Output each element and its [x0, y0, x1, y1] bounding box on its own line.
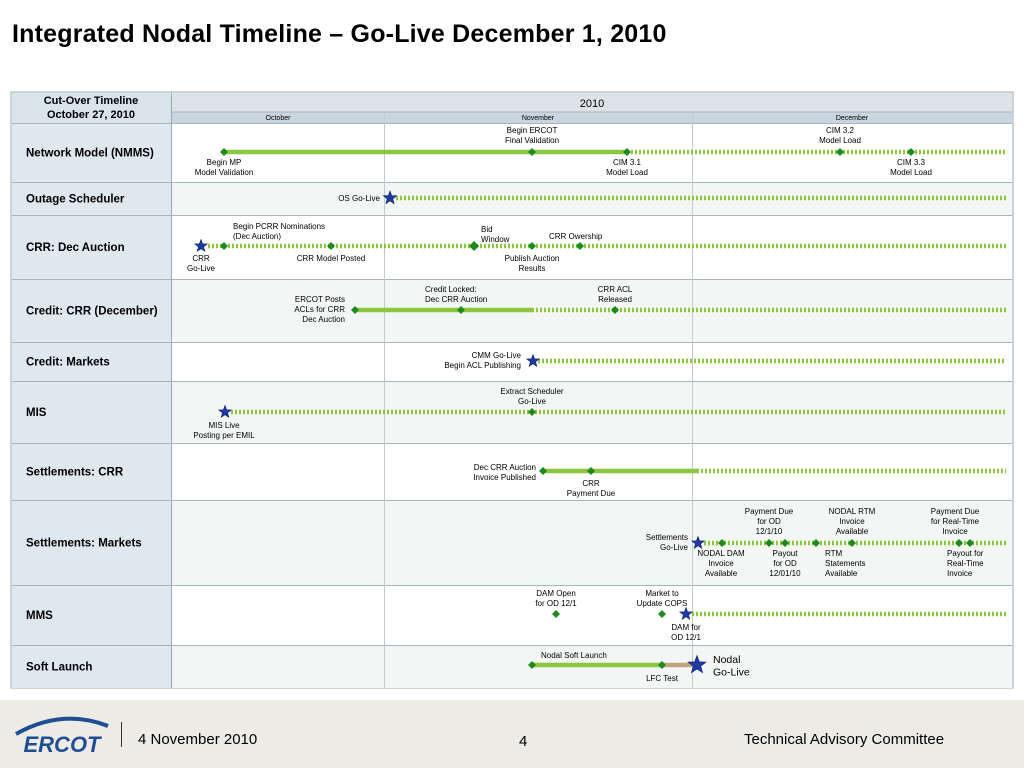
row-label: Outage Scheduler [26, 193, 125, 206]
nodal-dam-invoice-label: Available [704, 569, 738, 578]
extract-scheduler-label: Extract Scheduler [500, 387, 564, 396]
crr-golive-label: Go-Live [186, 264, 216, 273]
market-cops-label: Market to [645, 589, 679, 598]
rtm-statements-label: Available [825, 569, 858, 578]
crr-payment-due-label: Payment Due [566, 489, 616, 498]
page-title: Integrated Nodal Timeline – Go-Live December 1, 2010 [12, 20, 667, 48]
payment-due-rt-label: for Real-Time [930, 517, 980, 526]
header-left-line1: Cut-Over Timeline [43, 95, 139, 107]
header-month-cell [172, 112, 1012, 123]
cmm-golive-label: Begin ACL Publishing [444, 361, 521, 370]
row-label: Settlements: CRR [26, 466, 124, 479]
begin-mp-label: Begin MP [206, 158, 242, 167]
row-label: Credit: CRR (December) [26, 305, 158, 318]
ercot-posts-label: ERCOT Posts [294, 295, 345, 304]
month-october: October [265, 115, 291, 122]
publish-auction-label: Publish Auction [504, 254, 560, 263]
cim31-label: CIM 3.1 [612, 158, 642, 167]
nodal-golive-label: Nodal [713, 654, 741, 666]
header-year: 2010 [579, 98, 605, 110]
payout-od-label: for OD [773, 559, 797, 568]
os-golive-label: OS Go-Live [338, 194, 380, 203]
row-label: Soft Launch [26, 661, 93, 674]
crr-model-posted-label: CRR Model Posted [296, 254, 366, 263]
payment-due-rt-label: Invoice [942, 527, 968, 536]
dam-open-label: for OD 12/1 [535, 599, 577, 608]
payout-rt-label: Real-Time [947, 559, 984, 568]
settlements-golive-label: Settlements [645, 533, 688, 542]
footer-committee: Technical Advisory Committee [744, 731, 945, 748]
header-left-line2: October 27, 2010 [46, 109, 136, 121]
dam-for-label: DAM for [671, 623, 701, 632]
row-label: Settlements: Markets [26, 537, 142, 550]
ercot-posts-label: Dec Auction [302, 315, 345, 324]
month-december: December [835, 115, 869, 122]
ercot-logo [10, 708, 115, 758]
month-november: November [521, 115, 555, 122]
nodal-rtm-invoice-label: Invoice [839, 517, 865, 526]
row-label: CRR: Dec Auction [26, 242, 125, 254]
market-cops-label: Update COPS [636, 599, 688, 608]
begin-pcrr-label: Begin PCRR Nominations [233, 222, 326, 231]
row-label: MMS [26, 610, 53, 622]
payout-rt-label: Invoice [947, 569, 973, 578]
cim32-label: CIM 3.2 [825, 126, 855, 135]
crr-owership-label: CRR Owership [549, 232, 603, 241]
dec-crr-invoice-label: Invoice Published [473, 473, 536, 482]
bid-window-label: Window [481, 235, 510, 244]
crr-golive-label: CRR [192, 254, 210, 263]
dam-open-label: DAM Open [536, 589, 576, 598]
rtm-statements-label: RTM [825, 549, 843, 558]
crr-acl-label: Released [598, 295, 632, 304]
nodal-soft-launch-label: Nodal Soft Launch [541, 651, 607, 660]
row-soft-launch [12, 645, 1012, 688]
crr-payment-due-label: CRR [582, 479, 600, 488]
credit-locked-label: Dec CRR Auction [425, 295, 488, 304]
cim33-label: Model Load [890, 168, 932, 177]
row-label: Credit: Markets [26, 356, 110, 369]
bid-window-label: Bid [481, 225, 493, 234]
footer-page-number: 4 [519, 733, 528, 750]
row-label: Network Model (NMMS) [26, 147, 154, 160]
footer-date: 4 November 2010 [138, 731, 258, 748]
cim32-label: Model Load [819, 136, 861, 145]
footer [0, 700, 1024, 768]
nodal-rtm-invoice-label: Available [835, 527, 869, 536]
payout-rt-label: Payout for [947, 549, 984, 558]
begin-ercot-label: Begin ERCOT [506, 126, 558, 135]
cim33-label: CIM 3.3 [896, 158, 926, 167]
payment-due-od-label: Payment Due [744, 507, 794, 516]
extract-scheduler-label: Go-Live [517, 397, 547, 406]
dec-crr-invoice-label: Dec CRR Auction [473, 463, 536, 472]
payment-due-rt-label: Payment Due [930, 507, 980, 516]
lfc-test-label: LFC Test [646, 674, 678, 683]
settlements-golive-label: Go-Live [659, 543, 688, 552]
crr-acl-label: CRR ACL [597, 285, 633, 294]
payment-due-od-label: 12/1/10 [755, 527, 783, 536]
ercot-logo-text: ERCOT [23, 732, 101, 757]
begin-mp-label: Model Validation [194, 168, 254, 177]
payout-od-label: Payout [772, 549, 798, 558]
nodal-rtm-invoice-label: NODAL RTM [828, 507, 876, 516]
publish-auction-label: Results [518, 264, 546, 273]
begin-pcrr-label: (Dec Auction) [233, 232, 282, 241]
nodal-dam-invoice-label: Invoice [708, 559, 734, 568]
rtm-statements-label: Statements [825, 559, 866, 568]
payment-due-od-label: for OD [757, 517, 781, 526]
row-label: MIS [26, 407, 47, 419]
cmm-golive-label: CMM Go-Live [471, 351, 521, 360]
dam-for-label: OD 12/1 [671, 633, 701, 642]
ercot-posts-label: ACLs for CRR [294, 305, 345, 314]
nodal-dam-invoice-label: NODAL DAM [697, 549, 745, 558]
begin-ercot-label: Final Validation [504, 136, 560, 145]
mis-live-label: MIS Live [208, 421, 240, 430]
payout-od-label: 12/01/10 [769, 569, 801, 578]
footer-divider [121, 722, 122, 747]
nodal-golive-label: Go-Live [713, 666, 750, 679]
cim31-label: Model Load [606, 168, 648, 177]
mis-live-label: Posting per EMIL [193, 431, 255, 440]
credit-locked-label: Credit Locked: [425, 285, 477, 294]
